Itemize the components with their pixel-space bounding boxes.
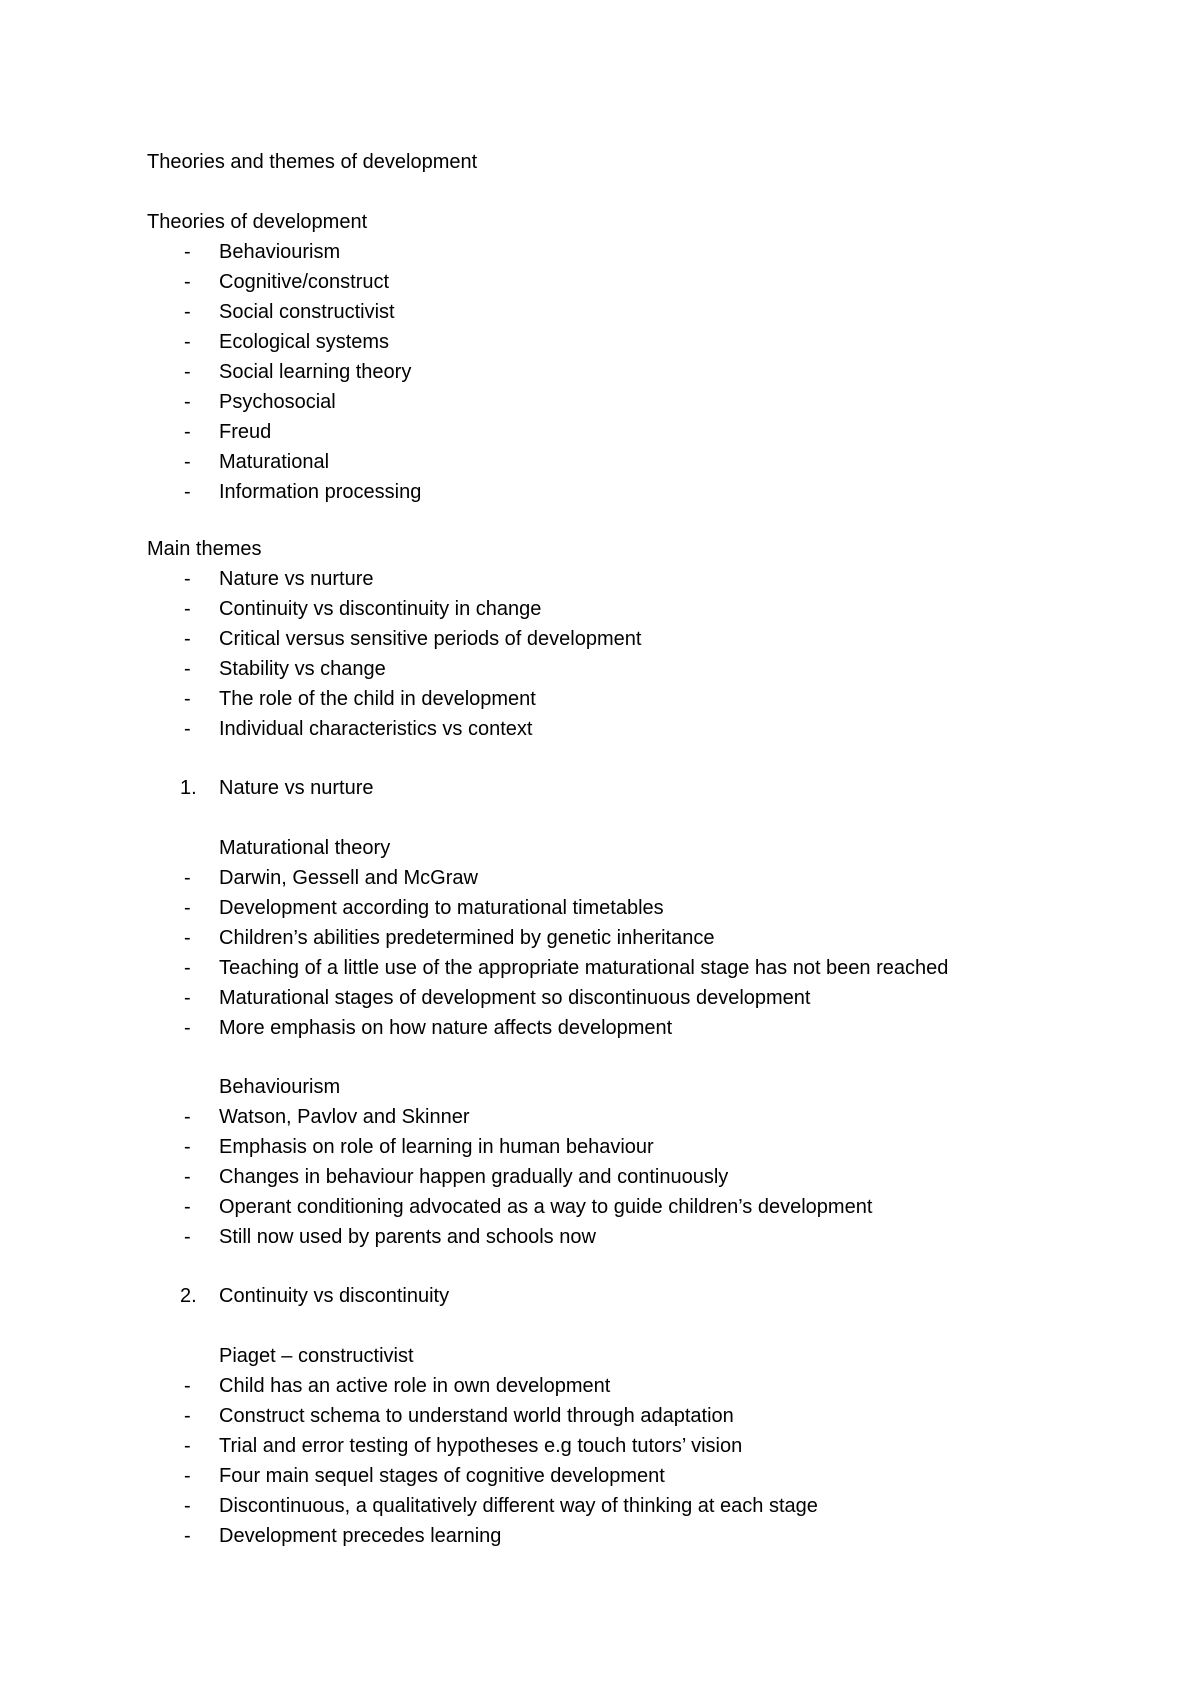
section-number: 1.: [180, 777, 197, 799]
list-item-text: Construct schema to understand world through adaptation: [219, 1405, 734, 1427]
list-item-text: Teaching of a little use of the appropriate maturational stage has not been reached: [219, 957, 949, 979]
list-item-text: Critical versus sensitive periods of development: [219, 628, 642, 650]
bullet-dash: -: [184, 1495, 191, 1517]
bullet-dash: -: [184, 628, 191, 650]
bullet-dash: -: [184, 1525, 191, 1547]
list-item-text: Cognitive/construct: [219, 271, 390, 293]
bullet-dash: -: [184, 301, 191, 323]
bullet-dash: -: [184, 1166, 191, 1188]
bullet-dash: -: [184, 421, 191, 443]
list-item-text: Development according to maturational timetables: [219, 897, 664, 919]
bullet-dash: -: [184, 867, 191, 889]
list-item-text: Behaviourism: [219, 241, 341, 263]
list-item-text: Freud: [219, 421, 272, 443]
bullet-dash: -: [184, 361, 191, 383]
list-item-text: Four main sequel stages of cognitive development: [219, 1465, 665, 1487]
list-item-text: Operant conditioning advocated as a way to guide children’s development: [219, 1196, 873, 1218]
bullet-dash: -: [184, 718, 191, 740]
behaviourism-heading: Behaviourism: [219, 1076, 341, 1098]
list-item-text: Stability vs change: [219, 658, 386, 680]
list-item-text: Maturational: [219, 451, 330, 473]
section-title: Continuity vs discontinuity: [219, 1285, 450, 1307]
list-item-text: Maturational stages of development so discontinuous development: [219, 987, 811, 1009]
list-item-text: Still now used by parents and schools now: [219, 1226, 596, 1248]
list-item-text: Continuity vs discontinuity in change: [219, 598, 542, 620]
bullet-dash: -: [184, 1375, 191, 1397]
bullet-dash: -: [184, 241, 191, 263]
bullet-dash: -: [184, 1226, 191, 1248]
bullet-dash: -: [184, 1136, 191, 1158]
list-item-text: Psychosocial: [219, 391, 336, 413]
bullet-dash: -: [184, 1405, 191, 1427]
section-number: 2.: [180, 1285, 197, 1307]
bullet-dash: -: [184, 598, 191, 620]
bullet-dash: -: [184, 451, 191, 473]
bullet-dash: -: [184, 331, 191, 353]
list-item-text: The role of the child in development: [219, 688, 536, 710]
list-item-text: Development precedes learning: [219, 1525, 502, 1547]
list-item-text: Social constructivist: [219, 301, 395, 323]
list-item-text: Watson, Pavlov and Skinner: [219, 1106, 470, 1128]
list-item-text: Changes in behaviour happen gradually and continuously: [219, 1166, 729, 1188]
list-item-text: Ecological systems: [219, 331, 390, 353]
piaget-heading: Piaget – constructivist: [219, 1345, 414, 1367]
document-title: Theories and themes of development: [147, 151, 478, 173]
theories-heading: Theories of development: [147, 211, 368, 233]
bullet-dash: -: [184, 271, 191, 293]
section-title: Nature vs nurture: [219, 777, 374, 799]
bullet-dash: -: [184, 481, 191, 503]
list-item-text: Darwin, Gessell and McGraw: [219, 867, 478, 889]
bullet-dash: -: [184, 1106, 191, 1128]
bullet-dash: -: [184, 688, 191, 710]
bullet-dash: -: [184, 987, 191, 1009]
list-item-text: Child has an active role in own development: [219, 1375, 611, 1397]
list-item-text: Emphasis on role of learning in human behaviour: [219, 1136, 654, 1158]
list-item-text: Information processing: [219, 481, 422, 503]
bullet-dash: -: [184, 1435, 191, 1457]
bullet-dash: -: [184, 391, 191, 413]
list-item-text: Children’s abilities predetermined by genetic inheritance: [219, 927, 715, 949]
list-item-text: Trial and error testing of hypotheses e.g touch tutors’ vision: [219, 1435, 743, 1457]
bullet-dash: -: [184, 957, 191, 979]
bullet-dash: -: [184, 1465, 191, 1487]
maturational-heading: Maturational theory: [219, 837, 391, 859]
list-item-text: More emphasis on how nature affects development: [219, 1017, 673, 1039]
bullet-dash: -: [184, 927, 191, 949]
bullet-dash: -: [184, 568, 191, 590]
bullet-dash: -: [184, 1196, 191, 1218]
list-item-text: Nature vs nurture: [219, 568, 374, 590]
bullet-dash: -: [184, 658, 191, 680]
themes-heading: Main themes: [147, 538, 262, 560]
list-item-text: Individual characteristics vs context: [219, 718, 533, 740]
list-item-text: Social learning theory: [219, 361, 412, 383]
bullet-dash: -: [184, 1017, 191, 1039]
list-item-text: Discontinuous, a qualitatively different way of thinking at each stage: [219, 1495, 818, 1517]
bullet-dash: -: [184, 897, 191, 919]
